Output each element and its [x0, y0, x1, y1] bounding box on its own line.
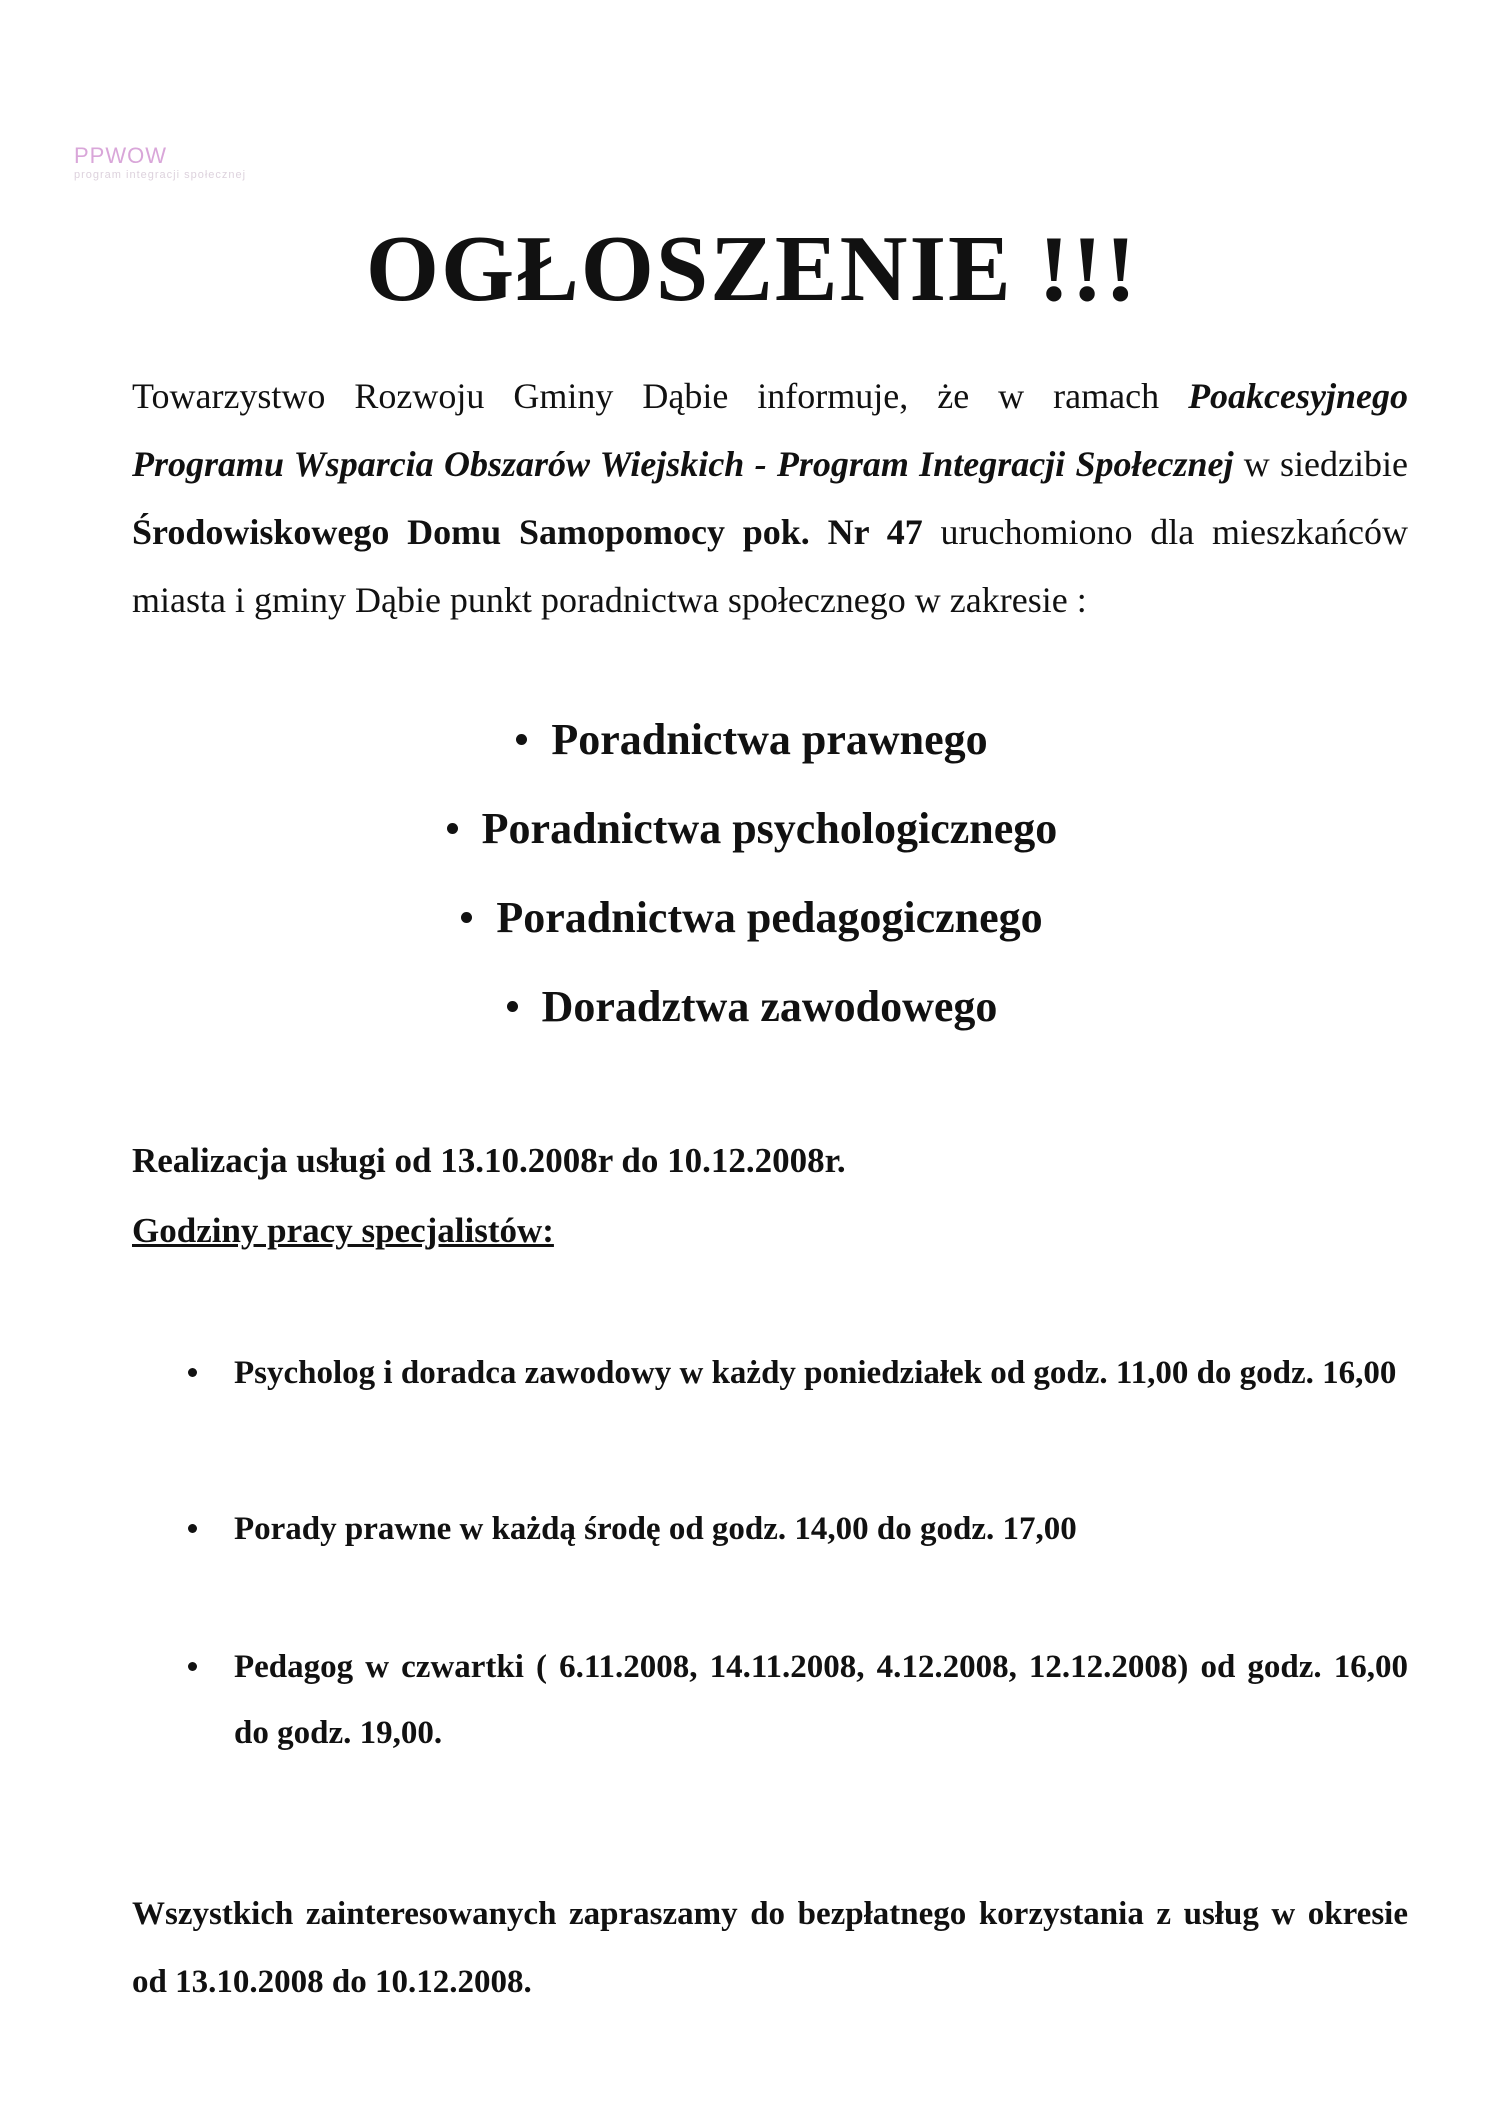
hours-item — [182, 1634, 1408, 1766]
hours-text: Porady prawne w każdą środę od godz. 14,00 do godz. 17,00 — [234, 1511, 1077, 1547]
logo-tagline: program integracji społecznej — [74, 169, 247, 181]
hours-text: Pedagog w czwartki ( 6.11.2008, 14.11.2008, 4.12.2008, 12.12.2008) od godz. 16,00 do godz. 19,00. — [234, 1649, 1408, 1751]
service-item — [0, 794, 1504, 883]
bullet-icon — [188, 1368, 197, 1377]
ppwow-logo — [74, 144, 246, 182]
hours-heading: Godziny pracy specjalistów: — [132, 1211, 554, 1250]
program-name: Poakcesyjnego Programu Wsparcia Obszarów Wiejskich - Program Integracji Społecznej — [132, 376, 1408, 484]
service-label: Poradnictwa prawnego — [551, 715, 988, 764]
bullet-icon — [188, 1524, 197, 1533]
service-item — [0, 705, 1504, 794]
bullet-icon — [461, 912, 472, 923]
intro-text-2: w siedzibie — [1233, 444, 1408, 484]
closing-paragraph: Wszystkich zainteresowanych zapraszamy do bezpłatnego korzystania z usług w okresie od 13.10.2008 do 10.12.2008. — [132, 1896, 1408, 2000]
service-label: Doradztwa zawodowego — [541, 982, 998, 1031]
bullet-icon — [188, 1662, 197, 1671]
hours-item — [182, 1340, 1408, 1406]
logo-name: PPWOW — [74, 143, 167, 168]
service-item — [0, 883, 1504, 972]
hours-item — [182, 1496, 1408, 1562]
service-label: Poradnictwa psychologicznego — [481, 804, 1058, 853]
hours-text: Psycholog i doradca zawodowy w każdy poniedziałek od godz. 11,00 do godz. 16,00 — [234, 1355, 1397, 1391]
service-item — [0, 972, 1504, 1061]
bullet-icon — [516, 734, 527, 745]
location-name: Środowiskowego Domu Samopomocy pok. Nr 47 — [132, 512, 923, 552]
service-period: Realizacja usługi od 13.10.2008r do 10.12.2008r. — [132, 1141, 846, 1180]
bullet-icon — [507, 1001, 518, 1012]
intro-paragraph — [132, 362, 1408, 634]
bullet-icon — [447, 823, 458, 834]
page-title: OGŁOSZENIE !!! — [365, 217, 1139, 321]
hours-list — [182, 1340, 1408, 1766]
service-label: Poradnictwa pedagogicznego — [496, 893, 1043, 942]
intro-text-3: uruchomiono dla mieszkańców miasta i gminy Dąbie punkt poradnictwa społecznego w zakresie : — [132, 512, 1408, 620]
services-list — [0, 705, 1504, 1061]
intro-text-1: Towarzystwo Rozwoju Gminy Dąbie informuje, że w ramach — [132, 376, 1189, 416]
